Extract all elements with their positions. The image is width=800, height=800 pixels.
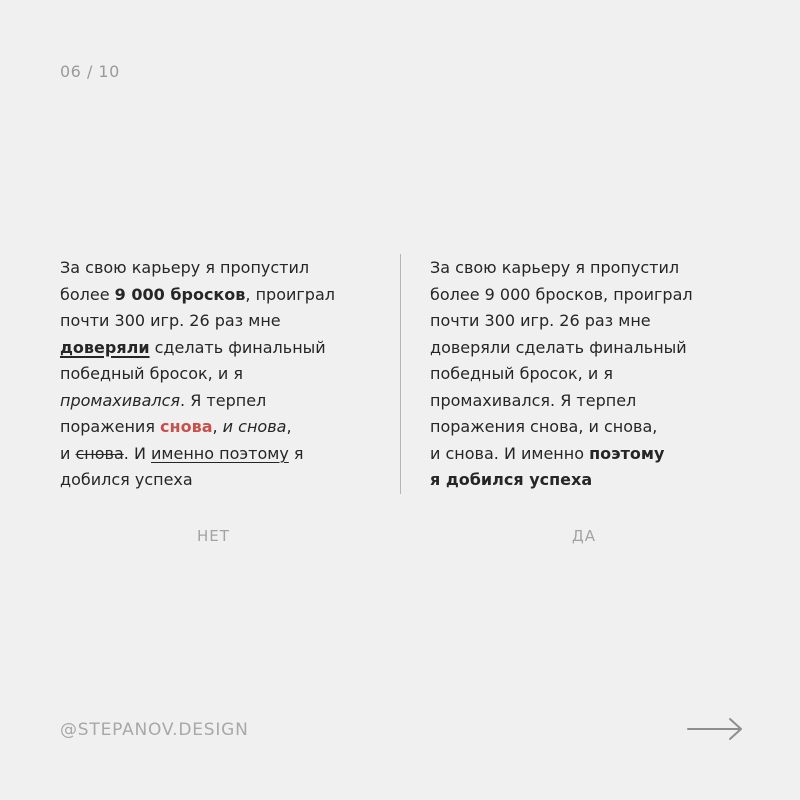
emphasis-red: снова bbox=[160, 417, 213, 436]
text-span: добился успеха bbox=[60, 470, 193, 489]
text-line bbox=[430, 414, 750, 441]
text-span: более 9 000 бросков, проиграл bbox=[430, 284, 693, 304]
text-span: и bbox=[60, 443, 76, 463]
text-line bbox=[60, 255, 380, 282]
emphasis-underline: именно поэтому bbox=[151, 443, 289, 463]
emphasis-italic: промахивался bbox=[60, 390, 181, 410]
emphasis-strikethrough: снова bbox=[75, 443, 124, 463]
text-line bbox=[430, 441, 750, 468]
caption-yes: ДА bbox=[572, 527, 596, 545]
text-block-no bbox=[60, 255, 380, 494]
text-span: За свою карьеру я пропустил bbox=[60, 258, 310, 277]
text-line bbox=[430, 361, 750, 388]
emphasis-italic: и снова bbox=[222, 417, 287, 436]
text-span: доверяли сделать финальный bbox=[430, 337, 687, 357]
text-span: сделать финальный bbox=[149, 337, 326, 357]
text-line bbox=[60, 335, 380, 362]
page-counter: 06 / 10 bbox=[60, 62, 120, 81]
emphasis-bold: поэтому bbox=[589, 443, 665, 463]
emphasis-bold-underline: доверяли bbox=[60, 337, 150, 357]
text-block-yes bbox=[430, 255, 750, 494]
text-line bbox=[430, 282, 750, 309]
text-span: , bbox=[212, 417, 223, 436]
text-span: За свою карьеру я пропустил bbox=[430, 258, 680, 277]
emphasis-bold: я добился успеха bbox=[430, 470, 593, 489]
text-span: почти 300 игр. 26 раз мне bbox=[60, 311, 281, 330]
text-span: поражения снова, и снова, bbox=[430, 417, 658, 436]
text-span: более bbox=[60, 284, 115, 304]
text-line bbox=[60, 361, 380, 388]
text-span: промахивался. Я терпел bbox=[430, 390, 637, 410]
text-line bbox=[430, 308, 750, 335]
text-span: , проиграл bbox=[245, 284, 335, 304]
text-line bbox=[60, 388, 380, 415]
emphasis-bold: 9 000 бросков bbox=[114, 284, 246, 304]
text-span: почти 300 игр. 26 раз мне bbox=[430, 311, 651, 330]
text-span: . Я терпел bbox=[180, 390, 267, 410]
text-span: поражения bbox=[60, 417, 161, 436]
text-line bbox=[430, 255, 750, 282]
text-line bbox=[430, 467, 750, 494]
text-line bbox=[60, 467, 380, 494]
arrow-right-icon[interactable] bbox=[686, 716, 744, 742]
column-divider bbox=[400, 254, 401, 494]
caption-no: НЕТ bbox=[197, 527, 230, 545]
text-line bbox=[430, 335, 750, 362]
author-handle: @STEPANOV.DESIGN bbox=[60, 720, 249, 740]
text-line bbox=[430, 388, 750, 415]
text-line bbox=[60, 282, 380, 309]
text-line bbox=[60, 308, 380, 335]
text-line bbox=[60, 414, 380, 441]
text-span: , bbox=[286, 417, 292, 436]
text-line bbox=[60, 441, 380, 468]
text-span: и снова. И именно bbox=[430, 443, 590, 463]
text-span: я bbox=[288, 443, 304, 463]
text-span: . И bbox=[123, 443, 151, 463]
text-span: победный бросок, и я bbox=[60, 364, 243, 383]
text-span: победный бросок, и я bbox=[430, 364, 613, 383]
